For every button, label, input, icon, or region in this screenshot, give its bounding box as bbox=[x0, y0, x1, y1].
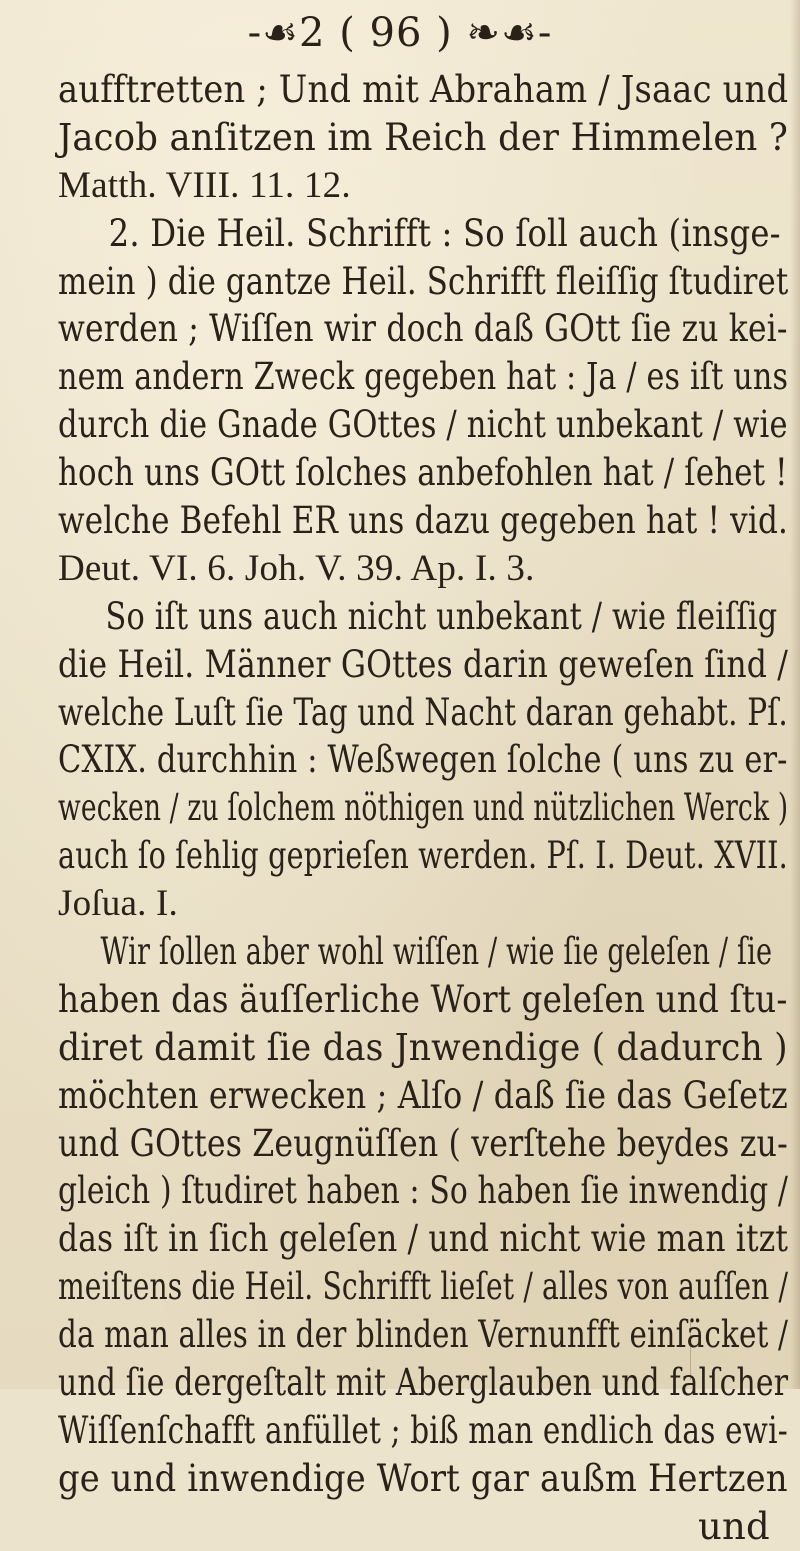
text-line: welche Luſt ſie Tag und Nacht daran gehabt. Pſ. bbox=[58, 690, 788, 734]
text-line: da man alles in der blinden Vernunfft einſäcket / bbox=[58, 1313, 789, 1357]
text-line: durch die Gnade GOttes / nicht unbekant / wie bbox=[58, 403, 788, 447]
page-header: -☙2 ( 96 ) ❧☙- bbox=[247, 10, 553, 56]
paragraph-start: Wir ſollen aber wohl wiſſen / wie ſie geleſen / ſie bbox=[100, 930, 773, 974]
text-line: welche Befehl ER uns dazu gegeben hat ! vid. bbox=[58, 499, 789, 543]
catchword: und bbox=[698, 1504, 770, 1548]
text-line: diret damit ſie das Jnwendige ( dadurch ) bbox=[58, 1025, 788, 1069]
text-line: die Heil. Männer GOttes darin geweſen ſind / bbox=[58, 642, 788, 686]
scripture-reference: Deut. VI. 6. Joh. V. 39. Ap. I. 3. bbox=[58, 547, 535, 589]
text-line: und ſie dergeſtalt mit Aberglauben und falſcher bbox=[58, 1361, 789, 1405]
text-line: das iſt in ſich geleſen / und nicht wie man itzt bbox=[58, 1217, 789, 1261]
text-line: werden ; Wiſſen wir doch daß GOtt ſie zu kei- bbox=[58, 307, 788, 351]
text-line: ge und inwendige Wort gar außm Hertzen bbox=[58, 1456, 788, 1500]
body-text bbox=[58, 66, 788, 1551]
text-line: Wiſſenſchafft anfüllet ; biß man endlich das ewi- bbox=[58, 1408, 788, 1452]
text-line: wecken / zu ſolchem nöthigen und nützlichen Werck ) bbox=[58, 786, 789, 830]
scripture-reference: Matth. VIII. 11. 12. bbox=[58, 164, 351, 206]
text-line: mein ) die gantze Heil. Schrifft fleiſſig ſtudiret bbox=[58, 259, 789, 303]
text-line: möchten erwecken ; Alſo / daß ſie das Geſetz bbox=[58, 1073, 788, 1117]
paragraph-start: So iſt uns auch nicht unbekant / wie fleiſſig bbox=[105, 594, 778, 638]
text-line: nem andern Zweck gegeben hat : Ja / es iſt uns bbox=[58, 355, 789, 399]
paragraph-start: 2. Die Heil. Schrifft : So ſoll auch (insge- bbox=[108, 211, 781, 255]
text-line: und GOttes Zeugnüſſen ( verſtehe beydes zu- bbox=[58, 1121, 788, 1165]
text-line: auch ſo ſehlig geprieſen werden. Pſ. I. Deut. XVII. bbox=[58, 834, 788, 878]
paper-crease bbox=[690, 1320, 691, 1380]
text-line: aufftretten ; Und mit Abraham / Jsaac und bbox=[58, 68, 789, 111]
text-line: Jacob anſitzen im Reich der Himmelen ? bbox=[58, 115, 789, 159]
scripture-reference: Joſua. I. bbox=[58, 883, 178, 925]
page-edge-shadow bbox=[790, 0, 800, 1389]
text-line: hoch uns GOtt ſolches anbefohlen hat / ſehet ! bbox=[58, 451, 788, 495]
text-line: gleich ) ſtudiret haben : So haben ſie inwendig / bbox=[58, 1169, 789, 1213]
text-line: CXIX. durchhin : Weßwegen ſolche ( uns zu er- bbox=[58, 738, 788, 782]
text-line: meiſtens die Heil. Schrifft lieſet / alles von auſſen / bbox=[58, 1265, 789, 1309]
text-line: haben das äuſſerliche Wort geleſen und ſtu- bbox=[58, 977, 788, 1021]
